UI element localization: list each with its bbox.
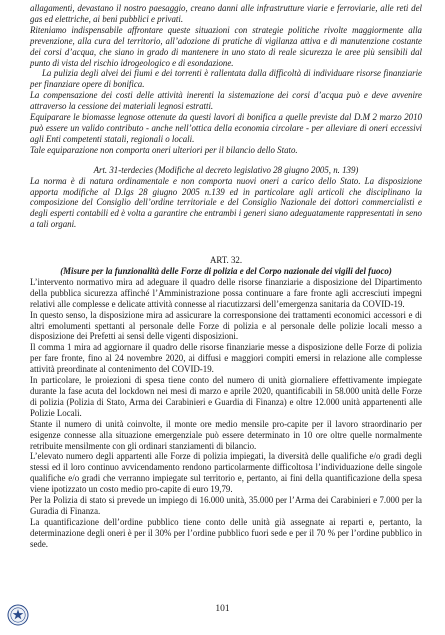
page-number: 101 [215,604,230,614]
paragraph: Per la Polizia di stato si prevede un impiego di 16.000 unità, 35.000 per l’Arma dei Carabinieri e 7.000 per la Guradia di Finanza. [30,495,422,516]
document-page [30,3,422,550]
intro-section [30,3,422,156]
article-31-terdecies [30,165,422,230]
paragraph: La quantificazione dell’ordine pubblico tiene conto delle unità già assegnate ai reparti e, pertanto, la determinazione degli oneri è per il 30% per l’ordine pubblico fuori sede e per il 70 % per l’ordine pubblico in sede. [30,516,422,549]
article-subtitle: (Misure per la funzionalità delle Forze di polizia e del Corpo nazionale dei vigili del fuoco) [60,266,392,277]
paragraph: Stante il numero di unità coinvolte, il monte ore medio mensile pro-capite per il lavoro straordinario per esigenze connesse alla situazione emergenziale può essere determinato in 10 ore oltre quelle normalmente retribuite mensilmente con gli ordinari stanziamenti di bilancio. [30,418,422,451]
article-heading: Art. 31-terdecies (Modifiche al decreto legislativo 28 giugno 2005, n. 139) [93,164,359,175]
paragraph: La norma è di natura ordinamentale e non comporta nuovi oneri a carico dello Stato. La disposizione apporta modifiche al D.lgs 28 giugno 2005 n.139 ed in particolare agli articoli che disciplinano la composizione del Consiglio dell’ordine territoriale e del Consiglio Nazionale dei dottori commercialisti e degli esperti contabili ed è volta a garantire che entrambi i generi siano adeguatamente rappresentati in seno a tali organi. [30,175,422,230]
paragraph: La pulizia degli alvei dei fiumi e dei torrenti è rallentata dalla difficoltà di individuare risorse finanziarie per finanziare opere di bonifica. [30,68,422,90]
paragraph: In particolare, le proiezioni di spesa tiene conto del numero di unità giornaliere effettivamente impiegate durante la fase acuta del lockdown nei mesi di marzo e aprile 2020, quantificabili in 58.000 unità delle Forze di polizia (Polizia di Stato, Arma dei Carabinieri e Guardia di Finanza) e oltre 12.000 unità appartenenti alle Polizie Locali. [30,375,422,418]
paragraph: L’elevato numero degli appartenti alle Forze di polizia impiegati, la diversità delle qualifiche e/o gradi degli stessi ed il loro continuo avvicendamento rendono particolarmente difficoltosa l’individuazione delle singole qualifiche e/o gradi che verranno impiegate sul territorio e, pertanto, ai fini della quantificazione della spesa viene ipotizzato un costo medio pro-capite di euro 19,79. [30,451,422,495]
paragraph: allagamenti, devastano il nostro paesaggio, creano danni alle infrastrutture viarie e ferroviarie, alle reti del gas ed elettriche, ai beni pubblici e privati. [30,3,422,24]
paragraph: L’intervento normativo mira ad adeguare il quadro delle risorse finanziarie a disposizione del Dipartimento della pubblica sicurezza affinché l’Amministrazione possa continuare a fare fronte agli accresciuti impegni relativi alle complesse e delicate attività connesse al riacutizzarsi dell’emergenza sanitaria da COVID-19. [30,276,422,309]
paragraph: In questo senso, la disposizione mira ad assicurare la corresponsione dei trattamenti economici accessori e di altri emolumenti spettanti al personale delle Forze di polizia e al personale delle polizie locali messo a disposizione dei Prefetti ai sensi delle vigenti disposizioni. [30,309,422,342]
article-32 [30,255,422,549]
paragraph: La compensazione dei costi delle attività inerenti la sistemazione dei corsi d’acqua può e deve avvenire attraverso la cessione dei materiali legnosi estratti. [30,90,422,112]
paragraph: Equiparare le biomasse legnose ottenute da questi lavori di bonifica a quelle previste dal D.M 2 marzo 2010 può essere un valido contributo - anche nell’ottica della economia circolare - per alleviare di oneri eccessivi agli Enti competenti statali, regionali o locali. [30,112,422,144]
paragraph: Tale equiparazione non comporta oneri ulteriori per il bilancio dello Stato. [30,144,298,155]
paragraph: Riteniamo indispensabile affrontare queste situazioni con strategie politiche rivolte maggiormente alla prevenzione, alla cura del territorio, all’adozione di pratiche di vigilanza attiva e di manutenzione costante dei corsi d’acqua, che siano in grado di mantenere in uno stato di reale sicurezza le aree più sensibili dal punto di vista del rischio idrogeologico e di esondazione. [30,24,422,68]
paragraph: Il comma 1 mira ad aggiornare il quadro delle risorse finanziarie messe a disposizione delle Forze di polizia per fare fronte, fino al 24 novembre 2020, ai diffusi e maggiori compiti emersi in relazione alle complesse attività preordinate al contenimento del COVID-19. [30,342,422,375]
article-title: ART. 32. [209,255,243,266]
